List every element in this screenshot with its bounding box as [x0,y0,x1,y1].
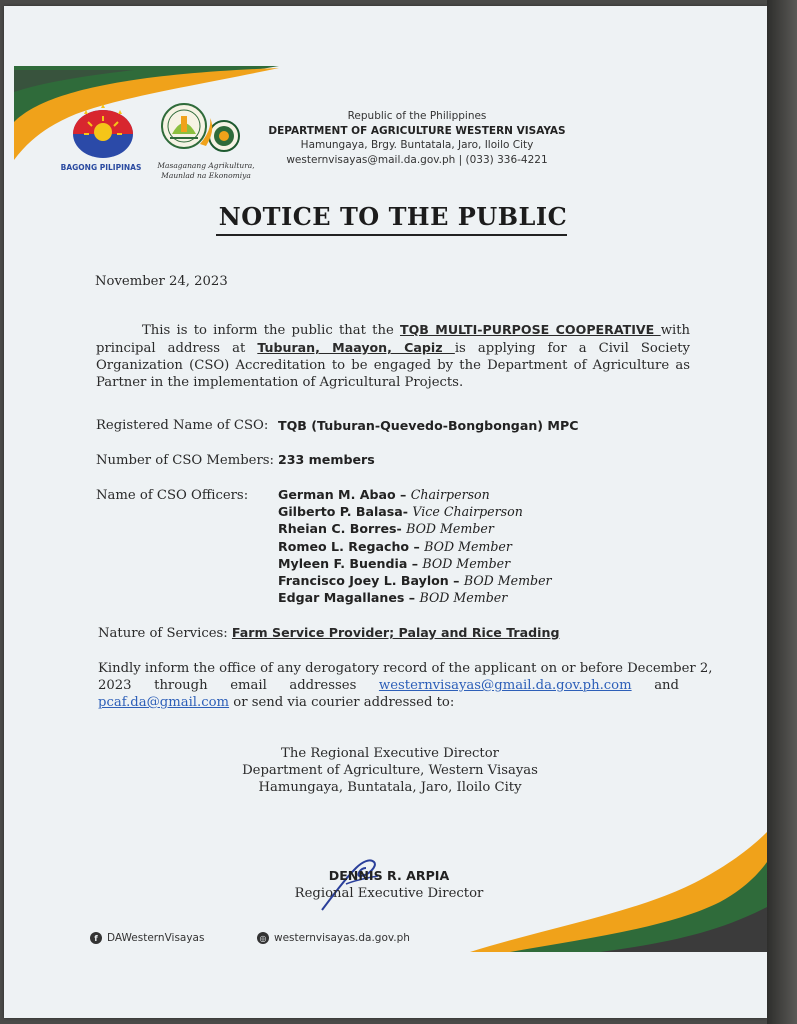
officer-role: BOD Member [406,521,494,537]
footer-website[interactable] [257,932,410,944]
signatory-title: Regional Executive Director [294,886,484,901]
document-page [4,6,767,1018]
services-label: Nature of Services: [98,626,232,641]
officer-role: BOD Member [419,590,508,606]
officer-name: Romeo L. Regacho – [278,538,425,554]
inform-word: email [230,678,267,693]
email-link-pcaf[interactable]: pcaf.da@gmail.com [98,695,230,710]
background-surface [767,0,797,1024]
members-value: 233 members [278,452,375,467]
officer-entry [278,589,552,606]
tagline-line-2: Maunlad na Ekonomiya [161,171,251,180]
officer-name: Francisco Joey L. Baylon – [278,573,464,589]
inform-word: 2023 [98,678,132,693]
officer-name: Myleen F. Buendia – [278,555,423,571]
officer-entry [278,555,552,572]
paragraph-intro: This is to inform the public that the [142,323,400,338]
website-url: westernvisayas.da.gov.ph [274,932,410,944]
paragraph-rest: is applying for a Civil Society Organization (CSO) Accreditation to be engaged by the Department of Agriculture as Partner in the implementation of Agricultural Projects. [96,341,690,390]
bagong-pilipinas-label: BAGONG PILIPINAS [60,163,142,172]
department-name: DEPARTMENT OF AGRICULTURE WESTERN VISAYAS [268,124,566,137]
notice-title: NOTICE TO THE PUBLIC [218,202,568,231]
officer-role: BOD Member [422,555,511,571]
services-row [98,625,559,641]
letterhead [262,109,572,167]
footer-swoosh-decoration [470,832,767,952]
globe-icon: ◎ [257,932,269,944]
bagong-pilipinas-logo [56,102,151,162]
officers-list [278,486,552,606]
officer-name: Rheian C. Borres- [278,521,407,537]
registered-name-label: Registered Name of CSO: [96,418,269,433]
officer-entry [278,520,552,537]
officer-name: Edgar Magallanes – [278,590,420,606]
notice-paragraph [96,321,690,391]
members-label: Number of CSO Members: [96,453,274,468]
inform-line-3-rest: or send via courier addressed to: [229,695,455,710]
office-address: Hamungaya, Brgy. Buntatala, Jaro, Iloilo City [300,139,534,151]
officer-entry [278,538,552,555]
signatory-name: DENNIS R. ARPIA [328,868,450,883]
officer-role: BOD Member [424,538,512,554]
registered-name-value: TQB (Tuburan-Quevedo-Bongbongan) MPC [278,418,579,433]
inform-paragraph [98,660,713,711]
tagline-line-1: Masaganang Agrikultura, [157,161,255,170]
notice-date: November 24, 2023 [95,274,228,289]
facebook-icon: f [90,932,102,944]
footer-facebook[interactable] [90,932,204,944]
inform-line-1: Kindly inform the office of any derogatory record of the applicant on or before December 2, [98,661,713,676]
facebook-handle: DAWesternVisayas [107,932,205,944]
officer-name: German M. Abao – [278,487,411,502]
inform-line-3 [98,694,679,711]
addressee-block [210,745,570,796]
officer-role: Chairperson [410,487,490,502]
officer-entry [278,572,552,589]
department-of-agriculture-logo [150,100,262,162]
republic-line: Republic of the Philippines [347,110,487,122]
email-link-westernvisayas[interactable]: westernvisayas@gmail.da.gov.ph.com [378,678,632,693]
cooperative-name: TQB MULTI-PURPOSE COOPERATIVE [399,322,661,337]
handwritten-signature [316,854,386,914]
officers-label: Name of CSO Officers: [96,488,249,503]
office-contact: westernvisayas@mail.da.gov.ph | (033) 336-4221 [286,153,548,166]
addressee-address: Hamungaya, Buntatala, Jaro, Iloilo City [258,780,522,795]
addressee-office: Department of Agriculture, Western Visayas [242,763,538,778]
title-underline [216,234,567,236]
officer-entry [278,486,552,503]
inform-line-2 [98,677,679,694]
inform-word: addresses [289,678,357,693]
services-value: Farm Service Provider; Palay and Rice Trading [231,625,560,640]
addressee-title: The Regional Executive Director [281,746,499,761]
officer-entry [278,503,552,520]
paragraph-principal: with principal address at [96,323,690,356]
inform-word: through [154,678,208,693]
officer-role: BOD Member [463,573,552,589]
inform-word: and [654,678,679,693]
da-tagline [144,161,268,181]
cooperative-address: Tuburan, Maayon, Capiz [257,340,455,355]
officer-role: Vice Chairperson [412,504,523,520]
officer-name: Gilberto P. Balasa- [278,504,413,520]
